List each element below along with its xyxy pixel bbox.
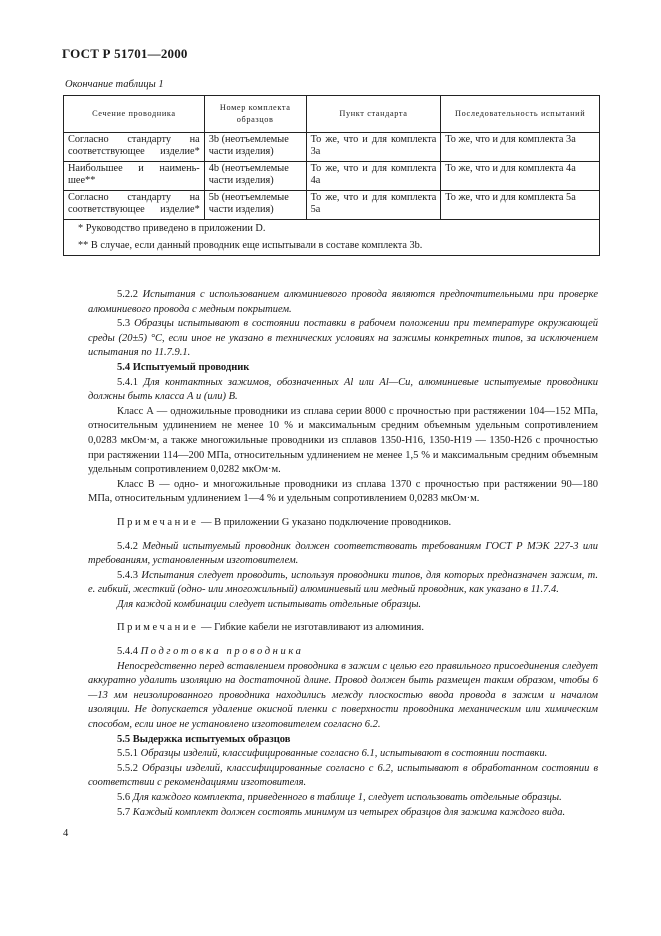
clause-number: 5.4.2	[117, 540, 138, 552]
clause-5-4-1	[88, 376, 598, 405]
footnote-1: * Руководство приведено в приложении D.	[78, 223, 266, 234]
body-text	[88, 288, 598, 820]
clause-text: Для контактных зажимов, обозначенных Al или Al—Cu, алюминиевые испытуемые проводники должны быть класса А и (или) В.	[88, 376, 598, 403]
table-cell: То же, что и для комплекта 5a	[306, 191, 441, 220]
header-conductor-section: Сечение проводника	[64, 96, 205, 133]
clause-title: Подготовка проводника	[140, 646, 304, 658]
table-cell: 4b (неотъемлемые части изделия)	[204, 162, 306, 191]
table-cell: То же, что и для комплекта 3a	[306, 133, 441, 162]
note-text: — В приложении G указано подключение проводников.	[198, 516, 452, 528]
clause-number: 5.4.3	[117, 569, 138, 581]
clause-text: Медный испытуемый проводник должен соответствовать требованиям ГОСТ Р МЭК 227-3 или требованиям, установленным изготовителем.	[88, 540, 598, 567]
clause-5-3	[88, 317, 598, 361]
table-cell: 3b (неотъемлемые части изделия)	[204, 133, 306, 162]
clause-number: 5.5.2	[117, 762, 138, 774]
clause-text: Испытания следует проводить, используя проводники типов, для которых предназначен зажим, т. е. гибкий, жесткий (одно- или многожильный) алюминиевый или медный проводник, как указано в 11.7.4.	[88, 569, 599, 596]
table-cell: Наибольшее и наимень-шее**	[64, 162, 205, 191]
clause-text: Каждый комплект должен состоять минимум из четырех образцов для зажима каждого вида.	[132, 806, 566, 818]
table-cell: То же, что и для комплекта 4a	[441, 162, 600, 191]
table-row	[64, 162, 600, 191]
header-test-sequence: Последовательность испытаний	[441, 96, 600, 133]
clause-5-4-3-text-2: Для каждой комбинации следует испытывать отдельные образцы.	[117, 598, 422, 610]
clause-5-7	[88, 806, 598, 821]
table-footnote	[64, 220, 600, 256]
clause-text: Образцы испытывают в состоянии поставки в рабочем положении при температуре окружающей среды (20±5) °С, если иное не указано в технических условиях на зажимы конкретных типов, за исключением испытания по 11.7.9.1.	[88, 318, 599, 359]
footnote-2: ** В случае, если данный проводник еще испытывали в составе комплекта 3b.	[78, 240, 423, 251]
table-row	[64, 191, 600, 220]
clause-5-5-1	[88, 747, 598, 762]
table-cell: То же, что и для комплекта 5a	[441, 191, 600, 220]
class-a-description: Класс А — одножильные проводники из сплава серии 8000 с прочностью при растяжении 104—152 МПа, относительным удлинением не менее 10 % и максимальным средним объемным удельным сопротивлением 0,0283 мкОм·м, а также многожильные проводники из сплавов 1350-Н16, 1350-Н19 — 1350-Н26 с прочностью при растяжении 114—200 МПа, относительным удлинением не менее 1,5 % и максимальным средним объемным удельным сопротивлением 0,0282 мкОм·м.	[88, 405, 598, 476]
document-code: ГОСТ Р 51701—2000	[62, 46, 188, 61]
note-label: Примечание	[117, 622, 199, 634]
clause-number: 5.4.1	[117, 376, 138, 388]
clause-text: Образцы изделий, классифицированные согласно 6.1, испытывают в состоянии поставки.	[140, 748, 548, 760]
clause-5-5-2	[88, 762, 598, 791]
clause-number: 5.3	[117, 318, 131, 330]
clause-5-6	[88, 791, 598, 806]
table-caption: Окончание таблицы 1	[65, 79, 164, 90]
clause-5-4-3	[88, 569, 598, 598]
clause-number: 5.4.4	[117, 646, 138, 658]
clause-number: 5.7	[117, 806, 131, 818]
header-sample-set-number: Номер комплекта образцов	[204, 96, 306, 133]
table-header-row	[64, 96, 600, 133]
table-row	[64, 133, 600, 162]
table-cell: Согласно стандарту на соответствующее изделие*	[64, 133, 205, 162]
table-cell: То же, что и для комплекта 4a	[306, 162, 441, 191]
clause-5-4-4	[88, 645, 598, 660]
note-1	[88, 516, 598, 531]
class-b-description: Класс В — одно- и многожильные проводники из сплава 1370 с прочностью при растяжении 90—180 МПа, относительным удлинением 1—4 % и удельным сопротивлением 0,0283 мкОм·м.	[88, 478, 598, 505]
section-heading-5-4: 5.4 Испытуемый проводник	[117, 361, 250, 373]
clause-5-4-4-text: Непосредственно перед вставлением проводника в зажим с целью его правильного присоединения следует аккуратно удалить изоляцию на достаточной длине. Провод должен быть размещен таким образом, чтобы 6—13 мм неизолированного проводника находились между плоскостью ввода провода в зажим и началом изоляции. Не допускается удаление окисной пленки с поверхности проводника механическим или химическим способом, если иное не установлено изготовителем согласно 6.2.	[88, 660, 598, 731]
page-number: 4	[63, 828, 69, 839]
table-cell: Согласно стандарту на соответствующее изделие*	[64, 191, 205, 220]
clause-5-2-2	[88, 288, 598, 317]
clause-number: 5.5.1	[117, 748, 138, 760]
section-heading-5-5: 5.5 Выдержка испытуемых образцов	[117, 733, 291, 745]
note-2	[88, 621, 598, 636]
clause-5-4-2	[88, 540, 598, 569]
table-note-row	[64, 220, 600, 256]
clause-text: Образцы изделий, классифицированные согласно с 6.2, испытывают в обработанном состоянии в соответствии с рекомендациями изготовителя.	[88, 762, 598, 789]
table-cell: То же, что и для комплекта 3a	[441, 133, 600, 162]
clause-text: Испытания с использованием алюминиевого провода являются предпочтительными при проверке алюминиевого провода с медным покрытием.	[88, 289, 598, 315]
clause-number: 5.6	[117, 792, 131, 803]
clause-number: 5.2.2	[117, 289, 138, 300]
clause-text: Для каждого комплекта, приведенного в таблице 1, следует использовать отдельные образцы.	[132, 792, 562, 803]
conductor-table	[63, 95, 600, 256]
header-standard-clause: Пункт стандарта	[306, 96, 441, 133]
note-text: — Гибкие кабели не изготавливают из алюминия.	[198, 622, 425, 634]
table-cell: 5b (неотъемлемые части изделия)	[204, 191, 306, 220]
note-label: Примечание	[117, 516, 199, 528]
